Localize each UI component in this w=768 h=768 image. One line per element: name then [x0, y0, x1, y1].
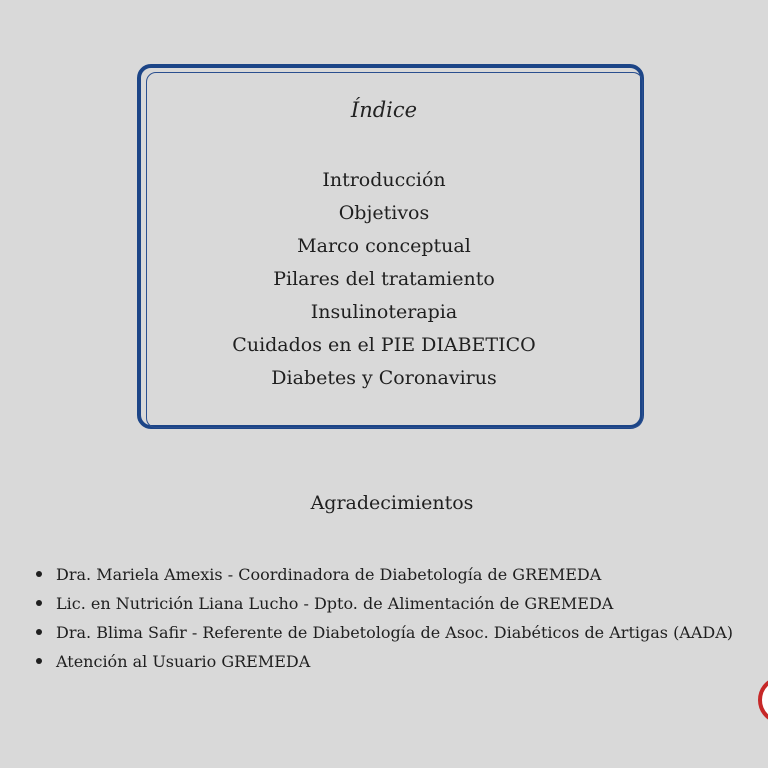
acknowledgement-text: Dra. Blima Safir - Referente de Diabetología de Asoc. Diabéticos de Artigas (AADA)	[56, 623, 734, 642]
acknowledgement-text: Atención al Usuario GREMEDA	[56, 652, 311, 671]
index-item-introduccion: Introducción	[322, 169, 446, 191]
index-title: Índice	[350, 98, 418, 122]
acknowledgement-text: Dra. Mariela Amexis - Coordinadora de Diabetología de GREMEDA	[56, 565, 602, 584]
index-item-pie-diabetico: Cuidados en el PIE DIABETICO	[232, 334, 536, 356]
index-item-objetivos: Objetivos	[338, 202, 430, 224]
bullet-icon	[36, 600, 42, 606]
index-item-pilares: Pilares del tratamiento	[273, 268, 495, 290]
index-item-coronavirus: Diabetes y Coronavirus	[271, 367, 497, 389]
acknowledgement-item	[56, 647, 768, 676]
logo-ring	[758, 676, 768, 724]
acknowledgement-item	[56, 618, 768, 647]
logo-partial-icon	[758, 676, 768, 728]
index-list	[146, 164, 622, 395]
acknowledgement-item	[56, 560, 768, 589]
index-item-marco-conceptual: Marco conceptual	[297, 235, 471, 257]
bullet-icon	[36, 571, 42, 577]
acknowledgement-item	[56, 589, 768, 618]
acknowledgements-list	[56, 560, 768, 676]
acknowledgements-title: Agradecimientos	[310, 492, 474, 514]
index-item-insulinoterapia: Insulinoterapia	[310, 301, 458, 323]
bullet-icon	[36, 629, 42, 635]
bullet-icon	[36, 658, 42, 664]
acknowledgement-text: Lic. en Nutrición Liana Lucho - Dpto. de Alimentación de GREMEDA	[56, 594, 614, 613]
